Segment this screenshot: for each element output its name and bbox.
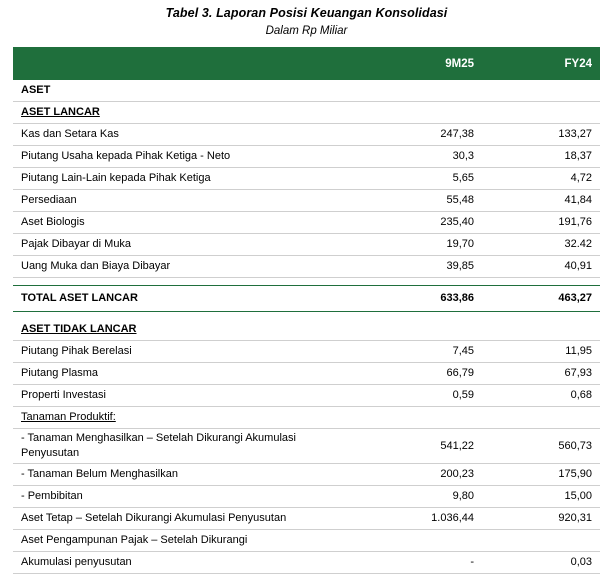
table-row (13, 212, 600, 234)
table-row (13, 312, 600, 320)
row-label-text: Kas dan Setara Kas (21, 128, 119, 140)
page-subtitle: Dalam Rp Miliar (265, 25, 348, 37)
row-label (13, 486, 364, 508)
row-value-9m25: 541,22 (364, 429, 482, 464)
row-value-fy24 (482, 278, 600, 286)
row-value-fy24 (482, 312, 600, 320)
row-value-9m25 (364, 278, 482, 286)
table-row (13, 102, 600, 124)
table-header (13, 47, 600, 80)
row-value-fy24: 463,27 (482, 286, 600, 312)
row-label (13, 212, 364, 234)
row-value-9m25: 7,45 (364, 341, 482, 363)
row-label-text: Uang Muka dan Biaya Dibayar (21, 260, 171, 272)
row-value-fy24: 67,93 (482, 363, 600, 385)
title-block (0, 0, 613, 37)
row-label-text: - Pembibitan (21, 490, 83, 502)
row-value-9m25: 19,70 (364, 234, 482, 256)
row-label (13, 190, 364, 212)
row-value-fy24: 15,00 (482, 486, 600, 508)
row-label (13, 429, 364, 464)
row-label (13, 146, 364, 168)
row-value-9m25: 0,59 (364, 385, 482, 407)
row-value-fy24: 40,91 (482, 256, 600, 278)
table-row (13, 168, 600, 190)
row-label (13, 341, 364, 363)
row-label-text: Piutang Lain-Lain kepada Pihak Ketiga (21, 172, 211, 184)
row-value-fy24: 175,90 (482, 464, 600, 486)
row-value-9m25 (364, 312, 482, 320)
row-label (13, 278, 364, 286)
table-row (13, 486, 600, 508)
row-value-9m25: 200,23 (364, 464, 482, 486)
row-value-fy24: 4,72 (482, 168, 600, 190)
row-value-9m25: 55,48 (364, 190, 482, 212)
row-value-9m25 (364, 319, 482, 341)
row-value-9m25: 66,79 (364, 363, 482, 385)
row-label-text: Akumulasi penyusutan (21, 556, 132, 568)
row-value-fy24: 41,84 (482, 190, 600, 212)
row-label (13, 80, 364, 102)
row-value-fy24: 0,03 (482, 552, 600, 574)
row-label (13, 286, 364, 312)
table-row (13, 319, 600, 341)
table-row (13, 363, 600, 385)
table-row (13, 286, 600, 312)
row-label (13, 256, 364, 278)
row-value-9m25: 1.036,44 (364, 508, 482, 530)
row-value-9m25: 633,86 (364, 286, 482, 312)
row-value-9m25 (364, 102, 482, 124)
row-label-text: Aset Biologis (21, 216, 85, 228)
row-value-9m25: 30,3 (364, 146, 482, 168)
table-row (13, 146, 600, 168)
row-label-text: Piutang Usaha kepada Pihak Ketiga - Neto (21, 150, 231, 162)
column-header-9m25: 9M25 (364, 47, 482, 80)
table-row (13, 464, 600, 486)
row-value-fy24 (482, 407, 600, 429)
row-value-fy24: 11,95 (482, 341, 600, 363)
row-label-text: Tanaman Produktif: (21, 411, 116, 423)
row-label-text: Piutang Pihak Berelasi (21, 345, 132, 357)
row-value-fy24: 191,76 (482, 212, 600, 234)
financial-position-table (13, 47, 600, 574)
page-title: Tabel 3. Laporan Posisi Keuangan Konsolidasi (165, 6, 448, 20)
row-label-text: Properti Investasi (21, 389, 106, 401)
row-value-fy24: 560,73 (482, 429, 600, 464)
column-header-label (13, 47, 364, 80)
row-label-text: ASET TIDAK LANCAR (21, 323, 137, 335)
row-value-fy24: 133,27 (482, 124, 600, 146)
row-label (13, 168, 364, 190)
table-row (13, 124, 600, 146)
row-value-fy24 (482, 319, 600, 341)
row-value-9m25: 39,85 (364, 256, 482, 278)
row-label-text: ASET LANCAR (21, 106, 100, 118)
row-value-fy24 (482, 530, 600, 552)
table-row (13, 530, 600, 552)
table-row (13, 190, 600, 212)
row-value-9m25: 247,38 (364, 124, 482, 146)
row-label (13, 407, 364, 429)
table-row (13, 429, 600, 464)
table-row (13, 385, 600, 407)
row-label (13, 552, 364, 574)
row-label-text: Piutang Plasma (21, 367, 99, 379)
row-value-fy24: 920,31 (482, 508, 600, 530)
row-label (13, 464, 364, 486)
row-value-9m25: 9,80 (364, 486, 482, 508)
row-label (13, 124, 364, 146)
row-label (13, 508, 364, 530)
row-value-9m25: - (364, 552, 482, 574)
row-label-text: Persediaan (21, 194, 77, 206)
row-label (13, 312, 364, 320)
row-value-fy24: 32.42 (482, 234, 600, 256)
row-value-9m25 (364, 530, 482, 552)
row-label-text: ASET (21, 84, 51, 96)
table-row (13, 508, 600, 530)
table-row (13, 552, 600, 574)
row-label-text: Aset Pengampunan Pajak – Setelah Dikurangi (21, 534, 248, 546)
table-row (13, 278, 600, 286)
row-label-text: TOTAL ASET LANCAR (21, 292, 138, 304)
row-value-fy24: 18,37 (482, 146, 600, 168)
row-label (13, 319, 364, 341)
row-label-text: Pajak Dibayar di Muka (21, 238, 132, 250)
column-header-fy24: FY24 (482, 47, 600, 80)
table-row (13, 234, 600, 256)
row-label (13, 385, 364, 407)
row-value-9m25: 235,40 (364, 212, 482, 234)
row-label (13, 102, 364, 124)
row-value-fy24 (482, 102, 600, 124)
row-label (13, 234, 364, 256)
row-value-9m25 (364, 80, 482, 102)
table-row (13, 341, 600, 363)
row-value-fy24: 0,68 (482, 385, 600, 407)
row-label-text: - Tanaman Menghasilkan – Setelah Dikurangi Akumulasi Penyusutan (21, 432, 296, 459)
row-value-9m25: 5,65 (364, 168, 482, 190)
table-row (13, 80, 600, 102)
row-label (13, 530, 364, 552)
table-row (13, 407, 600, 429)
row-label-text: Aset Tetap – Setelah Dikurangi Akumulasi Penyusutan (21, 512, 287, 524)
row-value-fy24 (482, 80, 600, 102)
table-body (13, 80, 600, 574)
table-row (13, 256, 600, 278)
row-label-text: - Tanaman Belum Menghasilkan (21, 468, 178, 480)
row-value-9m25 (364, 407, 482, 429)
row-label (13, 363, 364, 385)
